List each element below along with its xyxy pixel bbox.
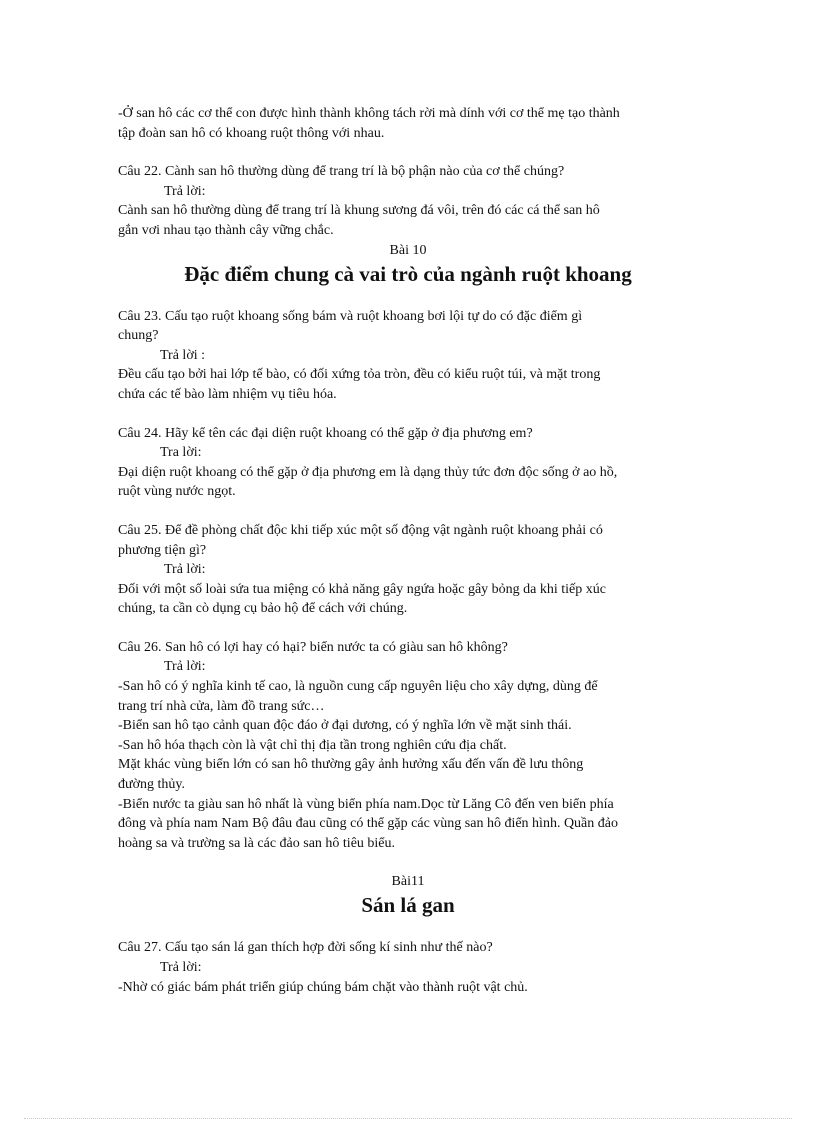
answer-line: -Biển san hô tạo cảnh quan độc đáo ở đại dương, có ý nghĩa lớn về mặt sinh thái. <box>118 718 572 734</box>
paragraph-line: -Ở san hô các cơ thể con được hình thành không tách rời mà dính với cơ thể mẹ tạo thành <box>118 106 620 121</box>
page-footer-divider <box>24 1118 792 1119</box>
answer-line: Mặt khác vùng biển lớn có san hô thường gây ảnh hưởng xấu đến vấn đề lưu thông <box>118 757 584 773</box>
paragraph-line: tập đoàn san hô có khoang ruột thông với nhau. <box>118 125 385 141</box>
answer-line: ruột vùng nước ngọt. <box>118 484 236 500</box>
question-23-cont: chung? <box>118 328 159 344</box>
question-25-cont: phương tiện gì? <box>118 542 207 558</box>
answer-label: Trả lời: <box>164 659 206 675</box>
answer-line: Đều cấu tạo bởi hai lớp tế bào, có đối xứng tỏa tròn, đều có kiểu ruột túi, và mặt trong <box>118 367 601 383</box>
answer-line: -San hô có ý nghĩa kinh tế cao, là nguồn cung cấp nguyên liệu cho xây dựng, dùng để <box>118 679 598 695</box>
answer-label: Trả lời: <box>160 960 202 975</box>
lesson-title: Đặc điểm chung cà vai trò của ngành ruột khoang <box>184 261 632 286</box>
answer-line: Đại diện ruột khoang có thể gặp ở địa phương em là dạng thủy tức đơn độc sống ở ao hồ, <box>118 464 618 480</box>
answer-line: -San hô hóa thạch còn là vật chỉ thị địa tần trong nghiên cứu địa chất. <box>118 737 507 753</box>
answer-line: Cành san hô thường dùng để trang trí là khung sương đá vôi, trên đó các cá thể san hô <box>118 203 600 219</box>
answer-line: trang trí nhà cửa, làm đồ trang sức… <box>118 698 325 714</box>
question-25: Câu 25. Để đề phòng chất độc khi tiếp xúc một số động vật ngành ruột khoang phải có <box>118 522 603 538</box>
lesson-title: Sán lá gan <box>361 893 455 918</box>
answer-label: Tra lời: <box>160 445 202 461</box>
question-22: Câu 22. Cành san hô thường dùng để trang trí là bộ phận nào của cơ thể chúng? <box>118 164 565 180</box>
answer-line: đường thủy. <box>118 777 185 793</box>
answer-line: gắn vơi nhau tạo thành cây vững chắc. <box>118 222 334 238</box>
answer-line: hoàng sa và trường sa là các đảo san hô tiêu biểu. <box>118 835 396 851</box>
lesson-label: Bài11 <box>391 874 425 890</box>
answer-label: Trả lời: <box>164 183 206 199</box>
lesson-label: Bài 10 <box>389 242 427 258</box>
answer-line: Đối với một số loài sứa tua miệng có khả năng gây ngứa hoặc gây bỏng da khi tiếp xúc <box>118 581 606 597</box>
answer-label: Trả lời : <box>160 347 206 363</box>
answer-line: -Nhờ có giác bám phát triển giúp chúng bám chặt vào thành ruột vật chủ. <box>118 979 528 995</box>
question-24: Câu 24. Hãy kể tên các đại diện ruột khoang có thể gặp ở địa phương em? <box>118 425 533 441</box>
answer-line: đông và phía nam Nam Bộ đâu đau cũng có thể gặp các vùng san hô điển hình. Quần đảo <box>118 816 618 832</box>
answer-line: chúng, ta cần cò dụng cụ bảo hộ để cách với chúng. <box>118 601 408 617</box>
question-23: Câu 23. Cấu tạo ruột khoang sống bám và ruột khoang bơi lội tự do có đặc điểm gì <box>118 308 583 324</box>
answer-line: -Biển nước ta giàu san hô nhất là vùng biển phía nam.Dọc từ Lăng Cô đến ven biển phía <box>118 796 614 812</box>
answer-label: Trả lời: <box>164 562 206 578</box>
question-27: Câu 27. Cấu tạo sán lá gan thích hợp đời sống kí sinh như thế nào? <box>118 940 493 956</box>
answer-line: chứa các tế bào làm nhiệm vụ tiêu hóa. <box>118 386 337 402</box>
question-26: Câu 26. San hô có lợi hay có hại? biển nước ta có giàu san hô không? <box>118 639 508 655</box>
document-page <box>118 104 698 997</box>
